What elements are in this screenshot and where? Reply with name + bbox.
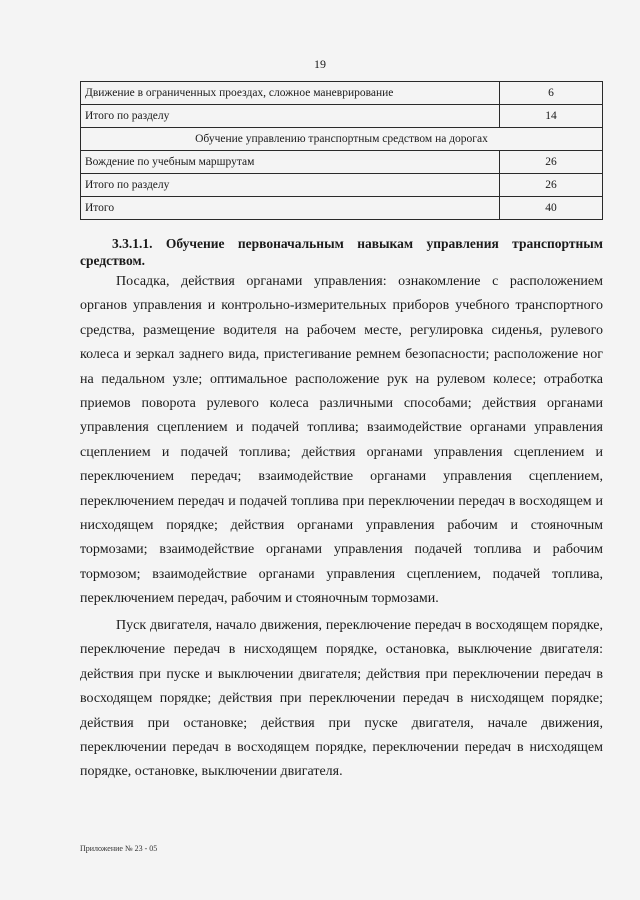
section-heading: 3.3.1.1. Обучение первоначальным навыкам управления транспортным средством. [80, 236, 603, 268]
table-cell-name: Итого по разделу [81, 105, 500, 128]
hours-table [80, 81, 603, 220]
table-cell-hours: 14 [500, 105, 603, 128]
table-cell-hours: 26 [500, 174, 603, 197]
page-number: 19 [314, 57, 326, 71]
body-paragraph: Пуск двигателя, начало движения, переключение передач в восходящем порядке, переключение передач в нисходящем порядке, остановка, выключение двигателя: действия при пуске и выключении двигателя; действия при переключении передач в восходящем порядке; действия при переключении передач в нисходящем порядке; действия при остановке; действия при пуске двигателя, начале движения, переключении передач в восходящем порядке, переключении передач в нисходящем порядке, остановке, выключении двигателя. [80, 618, 603, 780]
table-cell-name: Итого по разделу [81, 174, 500, 197]
table-cell-hours: 26 [500, 151, 603, 174]
table-row [81, 197, 603, 220]
body-paragraph: Посадка, действия органами управления: ознакомление с расположением органов управления и контрольно-измерительных приборов учебного транспортного средства, размещение водителя на рабочем месте, регулировка сиденья, рулевого колеса и зеркал заднего вида, пристегивание ремнем безопасности; расположение ног на педальном узле; оптимальное расположение рук на рулевом колесе; отработка приемов поворота рулевого колеса различными способами; действия органами управления сцеплением и подачей топлива; взаимодействие органами управления сцеплением и подачей топлива; действия органами управления сцеплением и переключением передач; взаимодействие органами управления сцеплением, переключением передач и подачей топлива при переключении передач в восходящем и нисходящем порядке; действия органами управления рабочим и стояночным тормозами; взаимодействие органами управления подачей топлива и рабочим тормозом; взаимодействие органами управления сцеплением, подачей топлива, переключением передач, рабочим и стояночным тормозами. [80, 274, 603, 607]
table-section-heading: Обучение управлению транспортным средством на дорогах [81, 128, 603, 151]
table-section-row [81, 128, 603, 151]
table-cell-name: Движение в ограниченных проездах, сложное маневрирование [81, 82, 500, 105]
table-row [81, 82, 603, 105]
table-cell-name: Итого [81, 197, 500, 220]
table-cell-hours: 40 [500, 197, 603, 220]
table-row [81, 151, 603, 174]
table-cell-hours: 6 [500, 82, 603, 105]
table-cell-name: Вождение по учебным маршрутам [81, 151, 500, 174]
table-row [81, 174, 603, 197]
table-row [81, 105, 603, 128]
page-footer: Приложение № 23 - 05 [80, 844, 158, 853]
